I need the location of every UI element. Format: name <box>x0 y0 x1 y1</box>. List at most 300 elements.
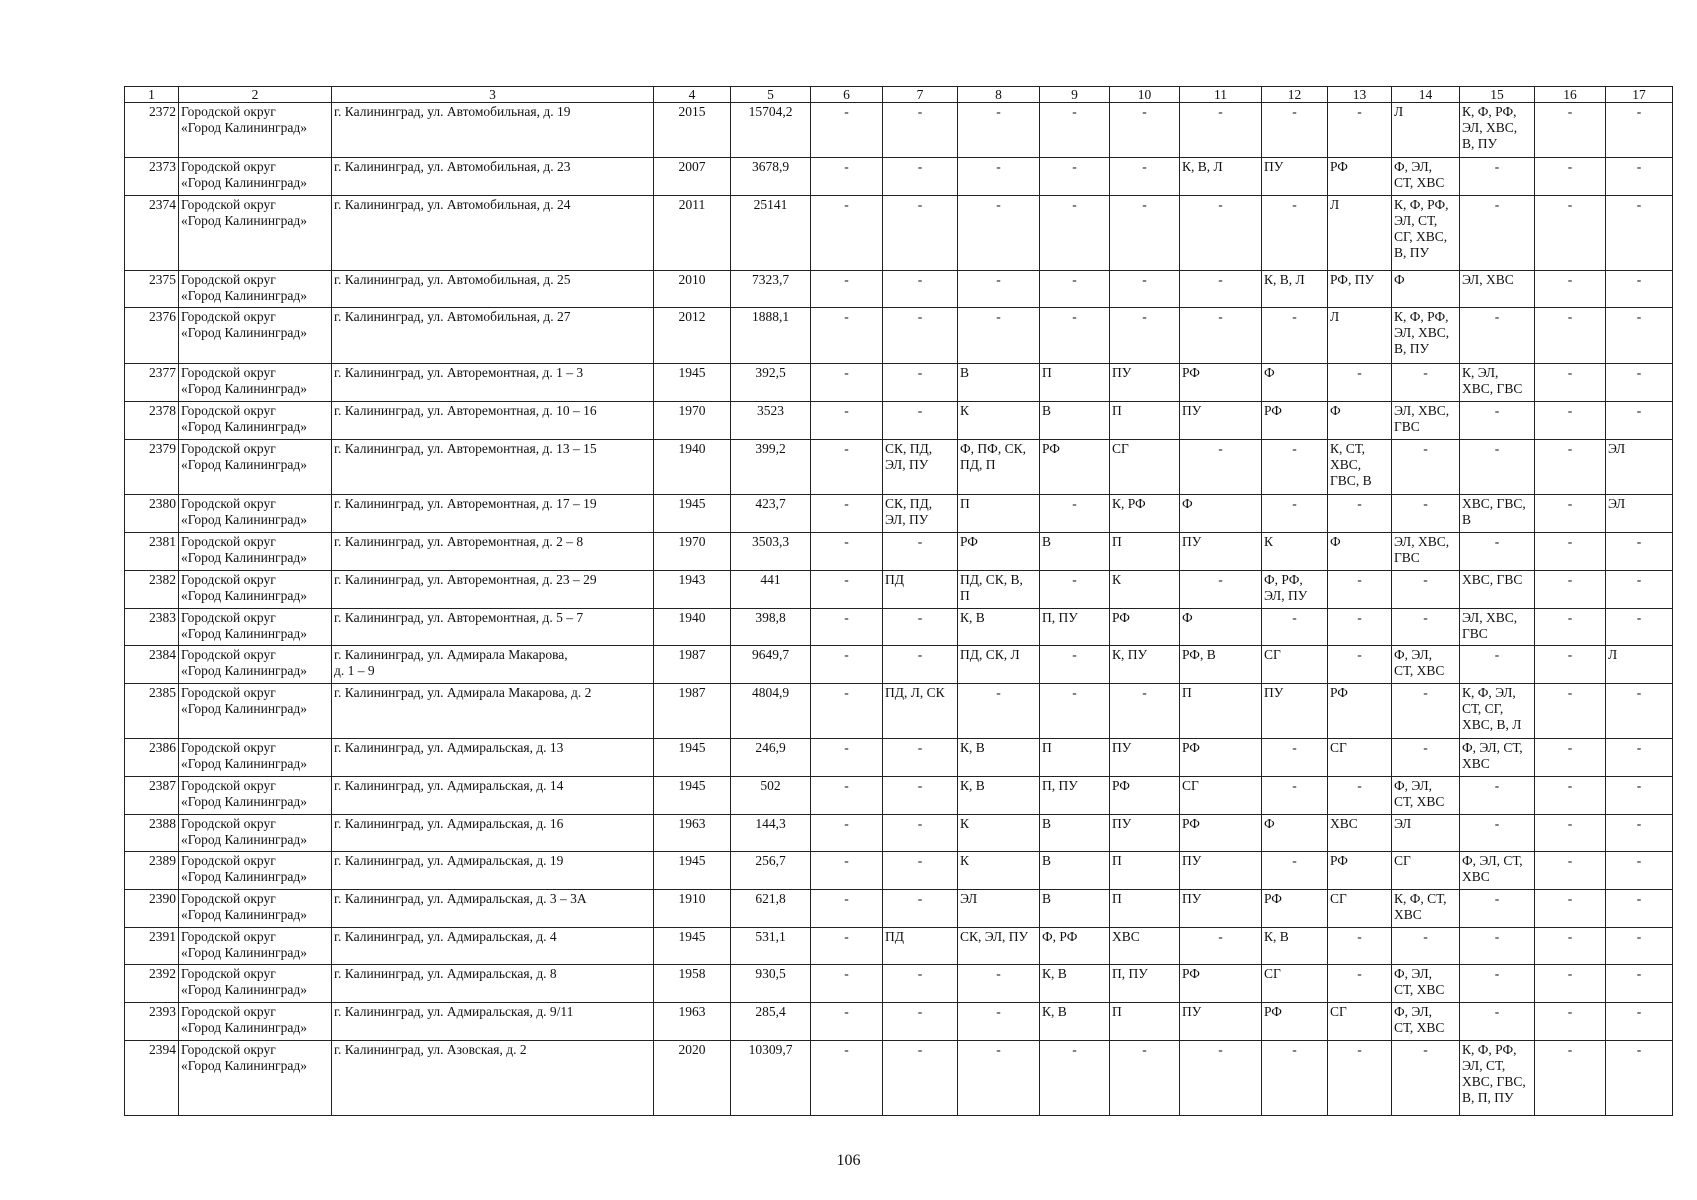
table-cell-col-10: ПУ <box>1110 364 1180 402</box>
table-cell-col-9: В <box>1040 852 1110 890</box>
table-cell-col-8: К, В <box>958 609 1040 646</box>
table-cell-col-15: К, Ф, РФ, ЭЛ, СТ, ХВС, ГВС, В, П, ПУ <box>1460 1041 1535 1116</box>
table-cell-col-8: РФ <box>958 533 1040 571</box>
table-cell-col-16: - <box>1535 103 1606 158</box>
table-cell-col-3: г. Калининград, ул. Адмирала Макарова, д. 1 – 9 <box>332 646 654 684</box>
table-cell-col-8: К <box>958 402 1040 440</box>
table-cell-col-3: г. Калининград, ул. Автомобильная, д. 23 <box>332 158 654 196</box>
table-cell-col-5: 1888,1 <box>731 308 811 364</box>
table-cell-col-14: ЭЛ <box>1392 815 1460 852</box>
table-cell-col-7: - <box>883 890 958 928</box>
table-row <box>125 571 1673 609</box>
table-cell-col-12: Ф, РФ, ЭЛ, ПУ <box>1262 571 1328 609</box>
table-cell-col-12: К, В, Л <box>1262 271 1328 308</box>
table-cell-col-9: РФ <box>1040 440 1110 495</box>
table-cell-col-17: - <box>1606 815 1673 852</box>
table-cell-col-4: 1945 <box>654 495 731 533</box>
table-cell-col-3: г. Калининград, ул. Адмирала Макарова, д. 2 <box>332 684 654 739</box>
table-cell-col-5: 9649,7 <box>731 646 811 684</box>
table-cell-col-16: - <box>1535 815 1606 852</box>
table-cell-col-8: - <box>958 308 1040 364</box>
table-cell-col-2: Городской округ «Город Калининград» <box>179 103 332 158</box>
table-cell-col-16: - <box>1535 928 1606 965</box>
table-cell-col-15: ХВС, ГВС <box>1460 571 1535 609</box>
table-cell-col-13: Л <box>1328 308 1392 364</box>
table-cell-col-14: Л <box>1392 103 1460 158</box>
table-cell-col-3: г. Калининград, ул. Авторемонтная, д. 23 – 29 <box>332 571 654 609</box>
table-cell-col-5: 441 <box>731 571 811 609</box>
table-cell-col-11: - <box>1180 308 1262 364</box>
table-cell-col-5: 3678,9 <box>731 158 811 196</box>
table-row <box>125 308 1673 364</box>
table-cell-col-8: ПД, СК, Л <box>958 646 1040 684</box>
table-cell-col-5: 4804,9 <box>731 684 811 739</box>
table-cell-col-3: г. Калининград, ул. Адмиральская, д. 8 <box>332 965 654 1003</box>
table-cell-col-17: - <box>1606 609 1673 646</box>
table-cell-col-7: - <box>883 364 958 402</box>
table-cell-col-4: 1945 <box>654 777 731 815</box>
table-cell-col-2: Городской округ «Город Калининград» <box>179 965 332 1003</box>
table-cell-col-17: - <box>1606 402 1673 440</box>
table-cell-col-17: - <box>1606 308 1673 364</box>
table-cell-col-4: 1943 <box>654 571 731 609</box>
table-cell-col-6: - <box>811 1041 883 1116</box>
table-cell-col-2: Городской округ «Город Калининград» <box>179 571 332 609</box>
table-cell-col-4: 2010 <box>654 271 731 308</box>
table-cell-col-7: - <box>883 533 958 571</box>
table-cell-col-15: - <box>1460 890 1535 928</box>
table-cell-col-8: - <box>958 158 1040 196</box>
table-cell-col-17: - <box>1606 533 1673 571</box>
table-cell-col-9: К, В <box>1040 1003 1110 1041</box>
table-cell-col-8: Ф, ПФ, СК, ПД, П <box>958 440 1040 495</box>
table-cell-col-10: П <box>1110 1003 1180 1041</box>
table-cell-col-9: - <box>1040 1041 1110 1116</box>
table-cell-col-10: П <box>1110 533 1180 571</box>
table-cell-col-16: - <box>1535 1041 1606 1116</box>
table-cell-col-11: - <box>1180 1041 1262 1116</box>
table-cell-col-5: 392,5 <box>731 364 811 402</box>
table-cell-col-16: - <box>1535 196 1606 271</box>
table-cell-col-13: Л <box>1328 196 1392 271</box>
table-cell-col-3: г. Калининград, ул. Адмиральская, д. 9/11 <box>332 1003 654 1041</box>
table-cell-col-10: - <box>1110 271 1180 308</box>
table-cell-col-8: - <box>958 684 1040 739</box>
table-row <box>125 533 1673 571</box>
table-cell-col-16: - <box>1535 308 1606 364</box>
column-header: 7 <box>883 87 958 103</box>
table-cell-col-17: - <box>1606 103 1673 158</box>
table-cell-col-14: - <box>1392 928 1460 965</box>
table-cell-col-2: Городской округ «Город Калининград» <box>179 646 332 684</box>
table-cell-col-10: - <box>1110 103 1180 158</box>
table-cell-col-8: ЭЛ <box>958 890 1040 928</box>
column-header: 2 <box>179 87 332 103</box>
table-cell-col-11: Ф <box>1180 495 1262 533</box>
table-cell-col-10: СГ <box>1110 440 1180 495</box>
table-cell-col-7: СК, ПД, ЭЛ, ПУ <box>883 495 958 533</box>
table-cell-col-1: 2378 <box>125 402 179 440</box>
table-cell-col-4: 1970 <box>654 402 731 440</box>
table-cell-col-17: - <box>1606 571 1673 609</box>
table-cell-col-8: - <box>958 1041 1040 1116</box>
table-cell-col-5: 285,4 <box>731 1003 811 1041</box>
table-cell-col-8: К, В <box>958 739 1040 777</box>
table-row <box>125 609 1673 646</box>
table-cell-col-6: - <box>811 646 883 684</box>
table-cell-col-17: - <box>1606 928 1673 965</box>
table-cell-col-13: - <box>1328 609 1392 646</box>
table-cell-col-4: 2015 <box>654 103 731 158</box>
table-cell-col-11: - <box>1180 196 1262 271</box>
column-header: 6 <box>811 87 883 103</box>
table-cell-col-16: - <box>1535 1003 1606 1041</box>
table-cell-col-2: Городской округ «Город Калининград» <box>179 533 332 571</box>
table-cell-col-7: - <box>883 852 958 890</box>
table-cell-col-3: г. Калининград, ул. Авторемонтная, д. 10 – 16 <box>332 402 654 440</box>
table-cell-col-17: - <box>1606 271 1673 308</box>
table-cell-col-14: - <box>1392 440 1460 495</box>
table-cell-col-15: К, Ф, РФ, ЭЛ, ХВС, В, ПУ <box>1460 103 1535 158</box>
table-cell-col-1: 2394 <box>125 1041 179 1116</box>
table-cell-col-9: П <box>1040 739 1110 777</box>
table-cell-col-6: - <box>811 440 883 495</box>
table-cell-col-11: Ф <box>1180 609 1262 646</box>
table-cell-col-13: СГ <box>1328 739 1392 777</box>
table-cell-col-15: ЭЛ, ХВС, ГВС <box>1460 609 1535 646</box>
table-cell-col-2: Городской округ «Город Калининград» <box>179 890 332 928</box>
table-cell-col-11: П <box>1180 684 1262 739</box>
page-number: 106 <box>836 1152 861 1169</box>
table-cell-col-6: - <box>811 777 883 815</box>
table-cell-col-13: РФ <box>1328 158 1392 196</box>
column-header: 3 <box>332 87 654 103</box>
table-cell-col-7: ПД <box>883 928 958 965</box>
table-cell-col-3: г. Калининград, ул. Адмиральская, д. 16 <box>332 815 654 852</box>
table-row <box>125 440 1673 495</box>
table-row <box>125 158 1673 196</box>
table-cell-col-4: 1945 <box>654 928 731 965</box>
table-cell-col-17: - <box>1606 196 1673 271</box>
table-row <box>125 1003 1673 1041</box>
table-cell-col-17: - <box>1606 890 1673 928</box>
table-cell-col-3: г. Калининград, ул. Адмиральская, д. 19 <box>332 852 654 890</box>
table-row <box>125 646 1673 684</box>
table-cell-col-14: - <box>1392 495 1460 533</box>
table-cell-col-6: - <box>811 402 883 440</box>
table-cell-col-11: - <box>1180 103 1262 158</box>
table-cell-col-2: Городской округ «Город Калининград» <box>179 495 332 533</box>
table-cell-col-10: П <box>1110 852 1180 890</box>
table-cell-col-16: - <box>1535 271 1606 308</box>
table-row <box>125 103 1673 158</box>
table-cell-col-5: 3503,3 <box>731 533 811 571</box>
table-cell-col-12: - <box>1262 103 1328 158</box>
table-cell-col-6: - <box>811 1003 883 1041</box>
table-cell-col-11: СГ <box>1180 777 1262 815</box>
table-row <box>125 271 1673 308</box>
table-cell-col-2: Городской округ «Город Калининград» <box>179 308 332 364</box>
table-cell-col-16: - <box>1535 533 1606 571</box>
table-row <box>125 777 1673 815</box>
column-header: 13 <box>1328 87 1392 103</box>
table-cell-col-14: Ф, ЭЛ, СТ, ХВС <box>1392 646 1460 684</box>
table-cell-col-8: - <box>958 103 1040 158</box>
table-cell-col-11: РФ, В <box>1180 646 1262 684</box>
table-cell-col-8: ПД, СК, В, П <box>958 571 1040 609</box>
table-cell-col-6: - <box>811 852 883 890</box>
table-cell-col-7: - <box>883 815 958 852</box>
table-cell-col-1: 2381 <box>125 533 179 571</box>
table-cell-col-14: ЭЛ, ХВС, ГВС <box>1392 402 1460 440</box>
table-cell-col-5: 15704,2 <box>731 103 811 158</box>
table-cell-col-14: - <box>1392 609 1460 646</box>
table-cell-col-8: К <box>958 852 1040 890</box>
table-cell-col-2: Городской округ «Город Калининград» <box>179 1041 332 1116</box>
table-cell-col-5: 256,7 <box>731 852 811 890</box>
table-cell-col-11: РФ <box>1180 364 1262 402</box>
table-cell-col-17: - <box>1606 965 1673 1003</box>
table-cell-col-3: г. Калининград, ул. Автомобильная, д. 19 <box>332 103 654 158</box>
table-cell-col-17: ЭЛ <box>1606 495 1673 533</box>
table-cell-col-10: К, ПУ <box>1110 646 1180 684</box>
table-cell-col-17: - <box>1606 364 1673 402</box>
table-cell-col-17: - <box>1606 684 1673 739</box>
table-cell-col-1: 2392 <box>125 965 179 1003</box>
table-cell-col-10: РФ <box>1110 777 1180 815</box>
table-cell-col-2: Городской округ «Город Калининград» <box>179 609 332 646</box>
table-cell-col-7: - <box>883 739 958 777</box>
table-cell-col-7: - <box>883 103 958 158</box>
table-cell-col-1: 2387 <box>125 777 179 815</box>
table-cell-col-14: Ф <box>1392 271 1460 308</box>
table-cell-col-16: - <box>1535 739 1606 777</box>
table-cell-col-2: Городской округ «Город Калининград» <box>179 196 332 271</box>
table-cell-col-2: Городской округ «Город Калининград» <box>179 271 332 308</box>
table-cell-col-15: К, Ф, ЭЛ, СТ, СГ, ХВС, В, Л <box>1460 684 1535 739</box>
table-cell-col-6: - <box>811 815 883 852</box>
table-cell-col-2: Городской округ «Город Калининград» <box>179 777 332 815</box>
table-cell-col-12: ПУ <box>1262 684 1328 739</box>
column-header: 5 <box>731 87 811 103</box>
table-cell-col-10: П <box>1110 402 1180 440</box>
table-cell-col-10: П <box>1110 890 1180 928</box>
table-cell-col-8: - <box>958 965 1040 1003</box>
column-header: 4 <box>654 87 731 103</box>
column-header: 9 <box>1040 87 1110 103</box>
table-cell-col-10: - <box>1110 1041 1180 1116</box>
table-cell-col-15: - <box>1460 308 1535 364</box>
table-cell-col-15: - <box>1460 646 1535 684</box>
table-cell-col-4: 1940 <box>654 440 731 495</box>
table-cell-col-9: К, В <box>1040 965 1110 1003</box>
table-cell-col-4: 1940 <box>654 609 731 646</box>
table-row <box>125 402 1673 440</box>
table-cell-col-10: ПУ <box>1110 739 1180 777</box>
table-cell-col-9: В <box>1040 815 1110 852</box>
table-cell-col-5: 502 <box>731 777 811 815</box>
table-cell-col-1: 2390 <box>125 890 179 928</box>
table-cell-col-9: П, ПУ <box>1040 609 1110 646</box>
table-cell-col-16: - <box>1535 646 1606 684</box>
table-row <box>125 965 1673 1003</box>
table-cell-col-9: П <box>1040 364 1110 402</box>
table-cell-col-5: 3523 <box>731 402 811 440</box>
table-cell-col-13: - <box>1328 1041 1392 1116</box>
table-row <box>125 364 1673 402</box>
table-cell-col-7: СК, ПД, ЭЛ, ПУ <box>883 440 958 495</box>
table-cell-col-14: ЭЛ, ХВС, ГВС <box>1392 533 1460 571</box>
table-cell-col-9: - <box>1040 684 1110 739</box>
table-cell-col-1: 2372 <box>125 103 179 158</box>
table-cell-col-10: - <box>1110 158 1180 196</box>
table-cell-col-2: Городской округ «Город Калининград» <box>179 739 332 777</box>
table-cell-col-6: - <box>811 571 883 609</box>
table-cell-col-11: - <box>1180 271 1262 308</box>
table-cell-col-12: - <box>1262 609 1328 646</box>
table-cell-col-6: - <box>811 965 883 1003</box>
table-row <box>125 1041 1673 1116</box>
table-cell-col-10: ХВС <box>1110 928 1180 965</box>
table-cell-col-16: - <box>1535 495 1606 533</box>
table-cell-col-7: ПД, Л, СК <box>883 684 958 739</box>
table-cell-col-4: 1958 <box>654 965 731 1003</box>
table-cell-col-2: Городской округ «Город Калининград» <box>179 402 332 440</box>
table-cell-col-5: 399,2 <box>731 440 811 495</box>
table-cell-col-3: г. Калининград, ул. Автомобильная, д. 24 <box>332 196 654 271</box>
table-cell-col-2: Городской округ «Город Калининград» <box>179 684 332 739</box>
table-cell-col-11: ПУ <box>1180 890 1262 928</box>
table-cell-col-10: К <box>1110 571 1180 609</box>
table-cell-col-13: - <box>1328 928 1392 965</box>
table-cell-col-14: - <box>1392 571 1460 609</box>
table-cell-col-13: РФ <box>1328 852 1392 890</box>
table-cell-col-7: - <box>883 271 958 308</box>
table-cell-col-8: - <box>958 1003 1040 1041</box>
header-row <box>125 87 1673 103</box>
table-row <box>125 815 1673 852</box>
table-cell-col-6: - <box>811 928 883 965</box>
table-cell-col-9: - <box>1040 271 1110 308</box>
table-cell-col-11: РФ <box>1180 815 1262 852</box>
table-cell-col-13: Ф <box>1328 402 1392 440</box>
table-cell-col-1: 2375 <box>125 271 179 308</box>
table-cell-col-15: Ф, ЭЛ, СТ, ХВС <box>1460 739 1535 777</box>
table-cell-col-8: В <box>958 364 1040 402</box>
table-cell-col-15: - <box>1460 158 1535 196</box>
table-cell-col-13: СГ <box>1328 1003 1392 1041</box>
table-cell-col-7: - <box>883 1041 958 1116</box>
table-cell-col-9: Ф, РФ <box>1040 928 1110 965</box>
table-cell-col-13: К, СТ, ХВС, ГВС, В <box>1328 440 1392 495</box>
table-row <box>125 852 1673 890</box>
table-cell-col-6: - <box>811 609 883 646</box>
column-header: 1 <box>125 87 179 103</box>
table-cell-col-1: 2391 <box>125 928 179 965</box>
table-cell-col-2: Городской округ «Город Калининград» <box>179 1003 332 1041</box>
table-cell-col-14: Ф, ЭЛ, СТ, ХВС <box>1392 158 1460 196</box>
table-cell-col-9: В <box>1040 402 1110 440</box>
table-cell-col-4: 2011 <box>654 196 731 271</box>
table-cell-col-12: - <box>1262 308 1328 364</box>
table-cell-col-12: - <box>1262 440 1328 495</box>
table-cell-col-17: - <box>1606 852 1673 890</box>
table-cell-col-11: - <box>1180 928 1262 965</box>
table-cell-col-1: 2373 <box>125 158 179 196</box>
table-cell-col-6: - <box>811 890 883 928</box>
table-cell-col-4: 2012 <box>654 308 731 364</box>
table-row <box>125 684 1673 739</box>
table-cell-col-5: 7323,7 <box>731 271 811 308</box>
table-cell-col-4: 1945 <box>654 852 731 890</box>
table-cell-col-11: - <box>1180 440 1262 495</box>
table-cell-col-4: 1970 <box>654 533 731 571</box>
table-cell-col-13: - <box>1328 495 1392 533</box>
table-cell-col-14: СГ <box>1392 852 1460 890</box>
table-cell-col-10: П, ПУ <box>1110 965 1180 1003</box>
table-cell-col-17: - <box>1606 739 1673 777</box>
table-cell-col-16: - <box>1535 965 1606 1003</box>
table-cell-col-13: РФ, ПУ <box>1328 271 1392 308</box>
table-cell-col-7: ПД <box>883 571 958 609</box>
table-cell-col-16: - <box>1535 777 1606 815</box>
table-cell-col-7: - <box>883 158 958 196</box>
table-cell-col-15: ХВС, ГВС, В <box>1460 495 1535 533</box>
table-cell-col-14: К, Ф, РФ, ЭЛ, СТ, СГ, ХВС, В, ПУ <box>1392 196 1460 271</box>
table-cell-col-13: СГ <box>1328 890 1392 928</box>
table-cell-col-13: - <box>1328 364 1392 402</box>
table-cell-col-17: - <box>1606 777 1673 815</box>
table-cell-col-2: Городской округ «Город Калининград» <box>179 852 332 890</box>
table-cell-col-5: 25141 <box>731 196 811 271</box>
table-cell-col-1: 2380 <box>125 495 179 533</box>
table-cell-col-6: - <box>811 158 883 196</box>
table-cell-col-14: - <box>1392 364 1460 402</box>
table-cell-col-5: 144,3 <box>731 815 811 852</box>
table-cell-col-8: К <box>958 815 1040 852</box>
table-cell-col-13: - <box>1328 965 1392 1003</box>
table-cell-col-16: - <box>1535 440 1606 495</box>
table-cell-col-16: - <box>1535 402 1606 440</box>
column-header: 17 <box>1606 87 1673 103</box>
table-cell-col-4: 2020 <box>654 1041 731 1116</box>
table-cell-col-1: 2393 <box>125 1003 179 1041</box>
table-cell-col-12: - <box>1262 196 1328 271</box>
table-cell-col-14: Ф, ЭЛ, СТ, ХВС <box>1392 1003 1460 1041</box>
table-cell-col-11: ПУ <box>1180 402 1262 440</box>
table-cell-col-1: 2379 <box>125 440 179 495</box>
table-cell-col-3: г. Калининград, ул. Азовская, д. 2 <box>332 1041 654 1116</box>
table-cell-col-3: г. Калининград, ул. Адмиральская, д. 14 <box>332 777 654 815</box>
table-cell-col-6: - <box>811 684 883 739</box>
table-cell-col-16: - <box>1535 609 1606 646</box>
table-cell-col-9: - <box>1040 196 1110 271</box>
table-cell-col-9: - <box>1040 495 1110 533</box>
table-cell-col-4: 1963 <box>654 1003 731 1041</box>
table-cell-col-1: 2382 <box>125 571 179 609</box>
table-cell-col-3: г. Калининград, ул. Адмиральская, д. 13 <box>332 739 654 777</box>
table-cell-col-11: К, В, Л <box>1180 158 1262 196</box>
table-cell-col-17: - <box>1606 1041 1673 1116</box>
table-cell-col-12: К <box>1262 533 1328 571</box>
table-cell-col-14: К, Ф, РФ, ЭЛ, ХВС, В, ПУ <box>1392 308 1460 364</box>
table-row <box>125 739 1673 777</box>
table-cell-col-3: г. Калининград, ул. Авторемонтная, д. 2 – 8 <box>332 533 654 571</box>
table-cell-col-8: СК, ЭЛ, ПУ <box>958 928 1040 965</box>
table-cell-col-4: 1963 <box>654 815 731 852</box>
column-header: 10 <box>1110 87 1180 103</box>
table-cell-col-15: - <box>1460 440 1535 495</box>
